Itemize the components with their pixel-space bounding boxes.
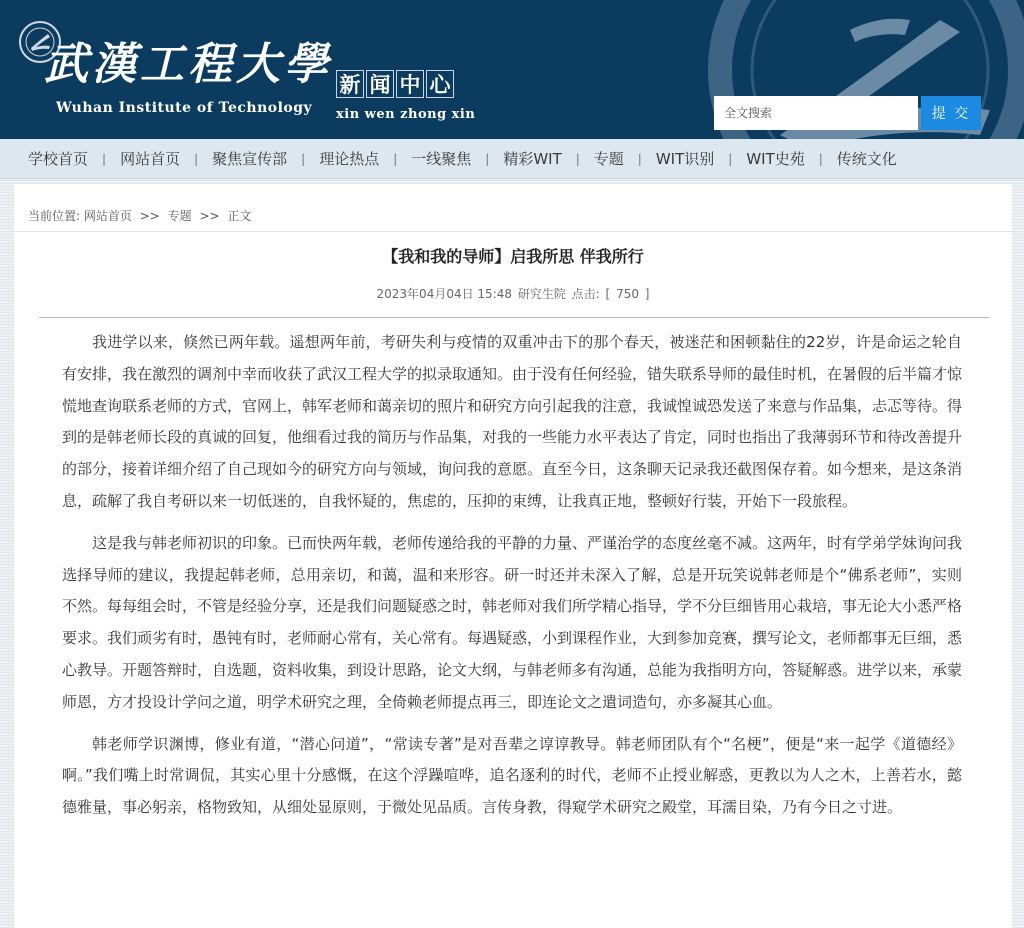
school-name-cn: 武漢工程大學 <box>44 39 332 90</box>
nav-item-publicity-dept[interactable]: 聚焦宣传部 <box>212 150 288 168</box>
article-container <box>14 184 1012 928</box>
nav-separator: | <box>393 151 398 166</box>
article-body <box>62 327 962 834</box>
breadcrumb-site-home[interactable]: 网站首页 <box>83 209 132 223</box>
nav-item-theory-hotspots[interactable]: 理论热点 <box>319 150 380 168</box>
article-source: 研究生院 <box>517 287 566 301</box>
nav-separator: | <box>575 151 580 166</box>
search-submit-button[interactable]: 提 交 <box>921 96 981 130</box>
article-paragraph: 韩老师学识渊博，修业有道，“潜心问道”，“常读专著”是对吾辈之谆谆教导。韩老师团队有个“名梗”，便是“来一起学《道德经》啊。”我们嘴上时常调侃，其实心里十分感慨，在这个浮躁喧哗，追名逐利的时代，老师不止授业解惑，更教以为人之木，上善若水，懿德雅量，事必躬亲，格物致知，从细处显原则，于微处见品质。言传身教，得窥学术研究之殿堂，耳濡目染，乃有今日之寸进。 <box>62 734 962 817</box>
nav-item-topics[interactable]: 专题 <box>593 150 624 168</box>
nav-separator: | <box>818 151 823 166</box>
search-input[interactable] <box>714 96 918 130</box>
nav-item-wit-history[interactable]: WIT史苑 <box>746 150 805 168</box>
article-title: 【我和我的导师】启我所思 伴我所行 <box>382 247 644 266</box>
article-paragraph: 这是我与韩老师初识的印象。已而快两年载，老师传递给我的平静的力量、严谨治学的态度丝毫不减。这两年，时有学弟学妹询问我选择导师的建议，我提起韩老师，总用亲切，和蔼，温和来形容。研一时还并未深入了解，总是开玩笑说韩老师是个“佛系老师”，实则不然。每每组会时，不管是经验分享，还是我们问题疑惑之时，韩老师对我们所学精心指导，学不分巨细皆用心栽培，事无论大小悉严格要求。我们顽劣有时，愚钝有时，老师耐心常有，关心常有。每遇疑惑，小到课程作业，大到参加竞赛，撰写论文，老师都事无巨细，悉心教导。开题答辩时，自选题，资料收集，到设计思路，论文大纲，与韩老师多有沟通，总能为我指明方向，答疑解惑。进学以来，承蒙师恩，方才投设计学问之道，明学术研究之理，全倚赖老师提点再三，即连论文之遣词造句，亦多凝其心血。 <box>62 533 963 711</box>
breadcrumb-topics[interactable]: 专题 <box>167 209 192 223</box>
nav-item-wit-identity[interactable]: WIT识别 <box>655 150 715 168</box>
article-meta <box>14 285 1012 302</box>
breadcrumb-prefix: 当前位置: <box>28 209 81 223</box>
breadcrumb-separator: >> <box>139 209 160 223</box>
nav-separator: | <box>102 151 107 166</box>
site-header <box>0 0 1024 139</box>
title-divider <box>39 317 989 318</box>
nav-separator: | <box>301 151 306 166</box>
nav-item-site-home[interactable]: 网站首页 <box>120 150 181 168</box>
nav-separator: | <box>485 151 490 166</box>
article-clicks-label: 点击: <box>571 287 600 301</box>
news-center-char: 新 <box>336 70 364 98</box>
news-center-char: 闻 <box>366 70 394 98</box>
nav-item-traditional-culture[interactable]: 传统文化 <box>836 150 897 168</box>
news-center-pinyin: xin wen zhong xin <box>336 107 476 122</box>
article-clicks: 750 <box>616 287 639 301</box>
breadcrumb-current: 正文 <box>227 209 252 223</box>
nav-item-frontline[interactable]: 一线聚焦 <box>411 150 472 168</box>
news-center-char: 中 <box>396 70 424 98</box>
news-center-char: 心 <box>426 70 454 98</box>
nav-item-wonderful-wit[interactable]: 精彩WIT <box>503 150 562 168</box>
nav-separator: | <box>728 151 733 166</box>
breadcrumb <box>14 200 1012 232</box>
news-center-title <box>336 70 454 98</box>
article-clicks-close: ] <box>644 287 650 301</box>
article-date: 2023年04月04日 15:48 <box>376 287 512 301</box>
nav-item-school-home[interactable]: 学校首页 <box>28 150 89 168</box>
article-clicks-open: [ <box>605 287 611 301</box>
nav-separator: | <box>194 151 199 166</box>
nav-separator: | <box>637 151 642 166</box>
breadcrumb-separator: >> <box>199 209 220 223</box>
main-nav <box>0 139 1024 179</box>
article-paragraph: 我进学以来，倏然已两年载。遥想两年前，考研失利与疫情的双重冲击下的那个春天，被迷茫和困顿黏住的22岁，许是命运之轮自有安排，我在激烈的调剂中幸而收获了武汉工程大学的拟录取通知。由于没有任何经验，错失联系导师的最佳时机，在暑假的后半篇才惊慌地查询联系老师的方式，官网上，韩军老师和蔼亲切的照片和研究方向引起我的注意，我诚惶诚恐发送了来意与作品集，忐忑等待。得到的是韩老师长段的真诚的回复，他细看过我的简历与作品集，对我的一些能力水平表达了肯定，同时也指出了我薄弱环节和待改善提升的部分，接着详细介绍了自己现如今的研究方向与领域，询问我的意愿。直至今日，这条聊天记录我还截图保存着。如今想来，是这条消息，疏解了我自考研以来一切低迷的，自我怀疑的，焦虑的，压抑的束缚，让我真正地，整顿好行装，开始下一段旅程。 <box>62 333 963 510</box>
school-name-en: Wuhan Institute of Technology <box>56 100 313 116</box>
